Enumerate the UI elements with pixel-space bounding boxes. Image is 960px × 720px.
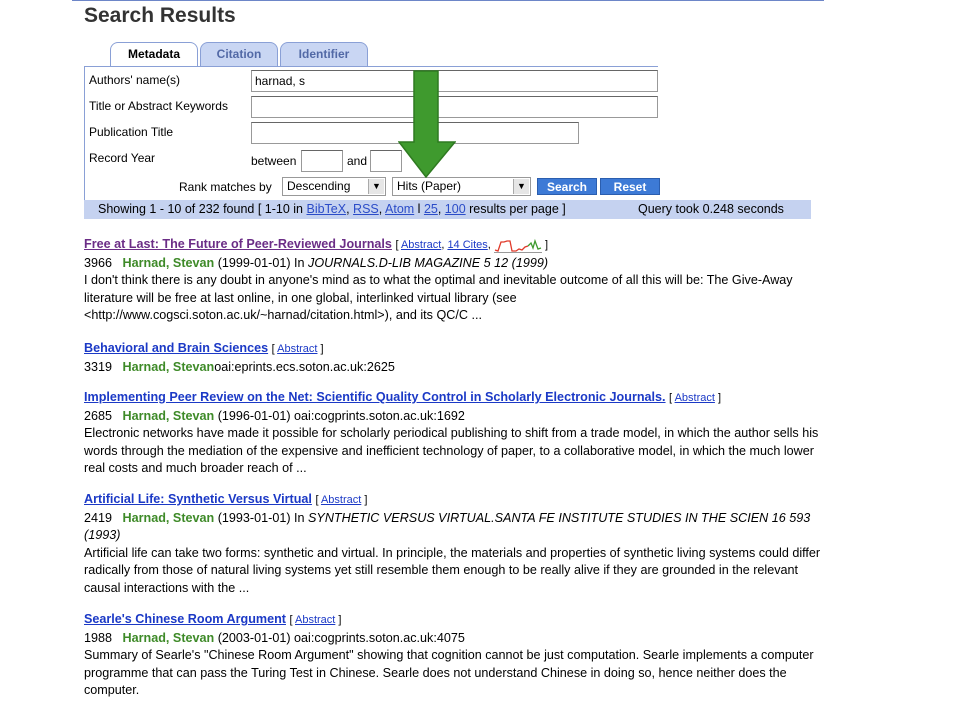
per-page-100-link[interactable]: 100 [444, 202, 466, 216]
result-date: (1993-01-01) In [214, 510, 309, 525]
authors-label: Authors' name(s) [89, 73, 180, 87]
result-meta [84, 510, 824, 545]
result-date: (2003-01-01) oai:cogprints.soton.ac.uk:4075 [214, 630, 465, 645]
hit-count: 3319 [84, 359, 113, 374]
result-title-link[interactable]: Behavioral and Brain Sciences [84, 341, 269, 355]
result-title-line [84, 491, 824, 510]
result-title-link[interactable]: Searle's Chinese Room Argument [84, 612, 286, 626]
rank-order-value: Descending [287, 179, 351, 193]
and-label: and [347, 154, 368, 168]
search-button[interactable]: Search [537, 178, 597, 195]
results-status-bar [84, 200, 811, 219]
author-link[interactable]: Harnad, Stevan [122, 359, 215, 374]
cites-link[interactable]: 14 Cites [447, 239, 488, 251]
hit-count: 1988 [84, 630, 113, 645]
result-meta [84, 630, 824, 648]
result-title-line [84, 340, 824, 359]
separator-text: l [414, 202, 424, 216]
author-link[interactable]: Harnad, Stevan [122, 255, 215, 270]
rank-order-select[interactable] [282, 177, 386, 196]
down-arrow-icon [398, 70, 456, 178]
chevron-down-icon: ▼ [368, 179, 384, 194]
hit-count: 3966 [84, 255, 113, 270]
result-snippet: I don't think there is any doubt in anyone's mind as to what the optimal and inevitable outcome of all this will be: The Give-Away literature will be free at last online, in one global, interlinked virtual library (see <http://www.cogsci.soton.ac.uk/~harnad/citation.html>), and its QC/C ... [84, 273, 793, 323]
separator-text: , [378, 202, 386, 216]
result-meta [84, 255, 824, 273]
result-item [84, 340, 824, 376]
separator-text: , [437, 202, 445, 216]
metadata-search-form [84, 66, 658, 203]
author-link[interactable]: Harnad, Stevan [122, 408, 215, 423]
result-item [84, 491, 824, 598]
abstract-link[interactable]: Abstract [400, 239, 442, 251]
per-page-25-link[interactable]: 25 [423, 202, 438, 216]
hit-count: 2685 [84, 408, 113, 423]
result-item [84, 611, 824, 700]
result-snippet: Summary of Searle's "Chinese Room Argument" showing that cognition cannot be just computation. Searle implements a computer programme that can pass the Turing Test in Chinese. Searle does not understand Chinese in doing so, hence neither does the computer. [84, 648, 814, 698]
results-summary [98, 200, 566, 219]
rss-link[interactable]: RSS [353, 202, 379, 216]
result-item [84, 236, 824, 325]
result-source: JOURNALS.D-LIB MAGAZINE 5 12 (1999) [308, 255, 549, 270]
chevron-down-icon: ▼ [513, 179, 529, 194]
result-snippet: Electronic networks have made it possible for scholarly periodical publishing to shift from a trade model, in which the author sells his words through the mediation of the expensive and inefficient technology of paper, to a collaborative model, in which the much lower real costs and much broader reach of ... [84, 426, 819, 476]
result-meta [84, 359, 824, 377]
atom-link[interactable]: Atom [385, 202, 415, 216]
result-source: SYNTHETIC VERSUS VIRTUAL.SANTA FE INSTITUTE STUDIES IN THE SCIEN 16 593 (1993) [84, 510, 811, 543]
page-title: Search Results [84, 4, 236, 27]
rank-label: Rank matches by [179, 180, 272, 194]
abstract-link[interactable]: Abstract [295, 614, 336, 626]
result-title-line [84, 236, 824, 255]
result-meta [84, 408, 824, 426]
rank-field-value: Hits (Paper) [397, 179, 462, 193]
separator-text: , [346, 202, 354, 216]
result-title-link[interactable]: Implementing Peer Review on the Net: Scientific Quality Control in Scholarly Electronic Journals. [84, 390, 666, 404]
abstract-link[interactable]: Abstract [277, 343, 318, 355]
hit-count: 2419 [84, 510, 113, 525]
result-date: (1996-01-01) oai:cogprints.soton.ac.uk:1692 [214, 408, 465, 423]
year-from-input[interactable] [301, 150, 343, 172]
abstract-link[interactable]: Abstract [674, 392, 715, 404]
result-date: (1999-01-01) In [214, 255, 309, 270]
showing-text: Showing 1 - 10 of 232 found [ 1-10 in [98, 202, 307, 216]
abstract-link[interactable]: Abstract [320, 494, 362, 506]
reset-button[interactable]: Reset [600, 178, 660, 195]
tab-identifier[interactable]: Identifier [280, 42, 368, 66]
query-time: Query took 0.248 seconds [638, 202, 784, 216]
rank-field-select[interactable] [392, 177, 531, 196]
result-links: [ Abstract ] [271, 343, 324, 355]
author-link[interactable]: Harnad, Stevan [122, 510, 215, 525]
result-identifier: oai:eprints.ecs.soton.ac.uk:2625 [214, 359, 395, 374]
result-title-link[interactable]: Free at Last: The Future of Peer-Reviewed Journals [84, 237, 392, 251]
result-links: [ Abstract, 14 Cites, ] [395, 239, 548, 251]
between-label: between [251, 154, 297, 168]
result-item [84, 389, 824, 478]
tab-citation[interactable]: Citation [200, 42, 278, 66]
bibtex-link[interactable]: BibTeX [306, 202, 347, 216]
citation-sparkline-icon[interactable] [494, 237, 542, 253]
result-title-line [84, 611, 824, 630]
top-divider [72, 0, 824, 1]
result-links: [ Abstract ] [669, 392, 722, 404]
record-year-label: Record Year [89, 151, 156, 165]
tab-metadata[interactable]: Metadata [110, 42, 198, 68]
result-snippet: Artificial life can take two forms: synthetic and virtual. In principle, the materials and properties of synthetic living systems could differ radically from those of natural living systems yet still resemble them enough to be really alive if they are grounded in the relevant causal interactions with the ... [84, 545, 821, 595]
publication-title-label: Publication Title [89, 125, 174, 139]
per-page-text: results per page ] [465, 202, 566, 216]
result-links: [ Abstract ] [315, 494, 368, 506]
result-title-link[interactable]: Artificial Life: Synthetic Versus Virtual [84, 492, 312, 506]
keywords-label: Title or Abstract Keywords [89, 99, 228, 113]
result-title-line [84, 389, 824, 408]
author-link[interactable]: Harnad, Stevan [122, 630, 215, 645]
result-links: [ Abstract ] [289, 614, 342, 626]
